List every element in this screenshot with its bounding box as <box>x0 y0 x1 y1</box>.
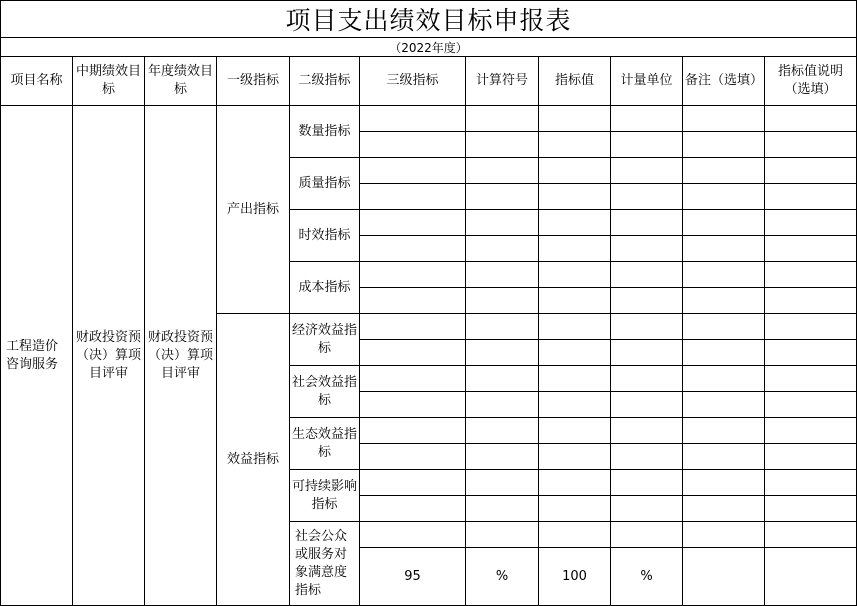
level2-timeliness-cell: 时效指标 <box>290 210 360 262</box>
remarks-cell[interactable] <box>683 158 765 184</box>
value-desc-cell[interactable] <box>765 548 857 606</box>
level2-economic-cell: 经济效益指标 <box>290 314 360 366</box>
indicator-value-cell[interactable] <box>539 132 611 158</box>
remarks-cell[interactable] <box>683 314 765 340</box>
annual-goal-cell: 财政投资预（决）算项目评审 <box>145 106 217 606</box>
value-desc-cell[interactable] <box>765 106 857 132</box>
level3-cell[interactable] <box>360 106 466 132</box>
indicator-value-cell[interactable] <box>539 470 611 496</box>
calc-symbol-cell[interactable] <box>466 392 539 418</box>
value-desc-cell[interactable] <box>765 522 857 548</box>
unit-cell[interactable] <box>611 184 683 210</box>
unit-cell[interactable] <box>611 418 683 444</box>
calc-symbol-cell[interactable] <box>466 522 539 548</box>
satisfaction-level3-cell[interactable]: 95 <box>360 548 466 606</box>
calc-symbol-cell[interactable] <box>466 470 539 496</box>
unit-cell[interactable] <box>611 496 683 522</box>
level2-ecological-cell: 生态效益指标 <box>290 418 360 470</box>
project-name-cell: 工程造价咨询服务 <box>1 106 73 606</box>
unit-cell[interactable] <box>611 288 683 314</box>
value-desc-cell[interactable] <box>765 470 857 496</box>
calc-symbol-cell[interactable] <box>466 444 539 470</box>
remarks-cell[interactable] <box>683 236 765 262</box>
header-project-name: 项目名称 <box>1 57 73 106</box>
unit-cell[interactable] <box>611 210 683 236</box>
header-indicator-value: 指标值 <box>539 57 611 106</box>
value-desc-cell[interactable] <box>765 444 857 470</box>
value-desc-cell[interactable] <box>765 314 857 340</box>
remarks-cell[interactable] <box>683 132 765 158</box>
indicator-value-cell[interactable] <box>539 106 611 132</box>
unit-cell[interactable] <box>611 366 683 392</box>
remarks-cell[interactable] <box>683 184 765 210</box>
header-unit: 计量单位 <box>611 57 683 106</box>
value-desc-cell[interactable] <box>765 496 857 522</box>
remarks-cell[interactable] <box>683 444 765 470</box>
level1-benefit-cell: 效益指标 <box>217 314 290 606</box>
calc-symbol-cell[interactable] <box>466 210 539 236</box>
indicator-value-cell[interactable] <box>539 340 611 366</box>
report-year: （2022年度） <box>0 37 857 56</box>
calc-symbol-cell[interactable] <box>466 288 539 314</box>
level3-cell[interactable] <box>360 418 466 444</box>
calc-symbol-cell[interactable] <box>466 158 539 184</box>
level3-cell[interactable] <box>360 210 466 236</box>
indicator-value-cell[interactable] <box>539 366 611 392</box>
performance-goal-table <box>0 56 857 606</box>
value-desc-cell[interactable] <box>765 236 857 262</box>
level3-cell[interactable] <box>360 444 466 470</box>
header-remarks: 备注（选填） <box>683 57 765 106</box>
unit-cell[interactable] <box>611 314 683 340</box>
level3-cell[interactable] <box>360 132 466 158</box>
indicator-value-cell[interactable] <box>539 236 611 262</box>
value-desc-cell[interactable] <box>765 392 857 418</box>
level3-cell[interactable] <box>360 496 466 522</box>
level2-social-cell: 社会效益指标 <box>290 366 360 418</box>
value-desc-cell[interactable] <box>765 184 857 210</box>
table-row <box>1 106 857 132</box>
satisfaction-unit-cell[interactable]: % <box>611 548 683 606</box>
remarks-cell[interactable] <box>683 210 765 236</box>
header-level1: 一级指标 <box>217 57 290 106</box>
remarks-cell[interactable] <box>683 288 765 314</box>
value-desc-cell[interactable] <box>765 418 857 444</box>
level2-cost-cell: 成本指标 <box>290 262 360 314</box>
level3-cell[interactable] <box>360 522 466 548</box>
remarks-cell[interactable] <box>683 392 765 418</box>
calc-symbol-cell[interactable] <box>466 236 539 262</box>
level2-quality-cell: 质量指标 <box>290 158 360 210</box>
header-calc-symbol: 计算符号 <box>466 57 539 106</box>
unit-cell[interactable] <box>611 262 683 288</box>
header-level2: 二级指标 <box>290 57 360 106</box>
value-desc-cell[interactable] <box>765 132 857 158</box>
unit-cell[interactable] <box>611 106 683 132</box>
header-value-desc: 指标值说明（选填） <box>765 57 857 106</box>
indicator-value-cell[interactable] <box>539 288 611 314</box>
header-row <box>1 57 857 106</box>
calc-symbol-cell[interactable] <box>466 314 539 340</box>
level1-output-cell: 产出指标 <box>217 106 290 314</box>
header-annual-goal: 年度绩效目标 <box>145 57 217 106</box>
header-level3: 三级指标 <box>360 57 466 106</box>
calc-symbol-cell[interactable] <box>466 418 539 444</box>
unit-cell[interactable] <box>611 444 683 470</box>
remarks-cell[interactable] <box>683 470 765 496</box>
indicator-value-cell[interactable] <box>539 418 611 444</box>
calc-symbol-cell[interactable] <box>466 366 539 392</box>
unit-cell[interactable] <box>611 340 683 366</box>
indicator-value-cell[interactable] <box>539 184 611 210</box>
unit-cell[interactable] <box>611 522 683 548</box>
indicator-value-cell[interactable] <box>539 314 611 340</box>
calc-symbol-cell[interactable] <box>466 106 539 132</box>
remarks-cell[interactable] <box>683 366 765 392</box>
level3-cell[interactable] <box>360 262 466 288</box>
level3-cell[interactable] <box>360 470 466 496</box>
indicator-value-cell[interactable] <box>539 158 611 184</box>
unit-cell[interactable] <box>611 158 683 184</box>
remarks-cell[interactable] <box>683 548 765 606</box>
level2-sustainable-cell: 可持续影响指标 <box>290 470 360 522</box>
indicator-value-cell[interactable] <box>539 496 611 522</box>
level3-cell[interactable] <box>360 340 466 366</box>
value-desc-cell[interactable] <box>765 158 857 184</box>
level3-cell[interactable] <box>360 366 466 392</box>
value-desc-cell[interactable] <box>765 366 857 392</box>
value-desc-cell[interactable] <box>765 262 857 288</box>
level3-cell[interactable] <box>360 314 466 340</box>
calc-symbol-cell[interactable] <box>466 340 539 366</box>
level2-satisfaction-cell: 社会公众或服务对象满意度指标 <box>290 522 360 606</box>
report-title: 项目支出绩效目标申报表 <box>0 0 857 37</box>
indicator-value-cell[interactable] <box>539 522 611 548</box>
indicator-value-cell[interactable] <box>539 392 611 418</box>
indicator-value-cell[interactable] <box>539 262 611 288</box>
level3-cell[interactable] <box>360 184 466 210</box>
calc-symbol-cell[interactable] <box>466 132 539 158</box>
remarks-cell[interactable] <box>683 262 765 288</box>
indicator-value-cell[interactable] <box>539 444 611 470</box>
unit-cell[interactable] <box>611 132 683 158</box>
calc-symbol-cell[interactable] <box>466 496 539 522</box>
remarks-cell[interactable] <box>683 340 765 366</box>
indicator-value-cell[interactable] <box>539 210 611 236</box>
header-midterm-goal: 中期绩效目标 <box>73 57 145 106</box>
remarks-cell[interactable] <box>683 418 765 444</box>
unit-cell[interactable] <box>611 470 683 496</box>
value-desc-cell[interactable] <box>765 288 857 314</box>
unit-cell[interactable] <box>611 236 683 262</box>
level3-cell[interactable] <box>360 392 466 418</box>
midterm-goal-cell: 财政投资预（决）算项目评审 <box>73 106 145 606</box>
satisfaction-indicator-value-cell[interactable]: 100 <box>539 548 611 606</box>
level2-quantity-cell: 数量指标 <box>290 106 360 158</box>
calc-symbol-cell[interactable] <box>466 262 539 288</box>
remarks-cell[interactable] <box>683 496 765 522</box>
satisfaction-calc-symbol-cell[interactable]: % <box>466 548 539 606</box>
level3-cell[interactable] <box>360 158 466 184</box>
value-desc-cell[interactable] <box>765 210 857 236</box>
level3-cell[interactable] <box>360 288 466 314</box>
value-desc-cell[interactable] <box>765 340 857 366</box>
unit-cell[interactable] <box>611 392 683 418</box>
calc-symbol-cell[interactable] <box>466 184 539 210</box>
level3-cell[interactable] <box>360 236 466 262</box>
remarks-cell[interactable] <box>683 106 765 132</box>
remarks-cell[interactable] <box>683 522 765 548</box>
